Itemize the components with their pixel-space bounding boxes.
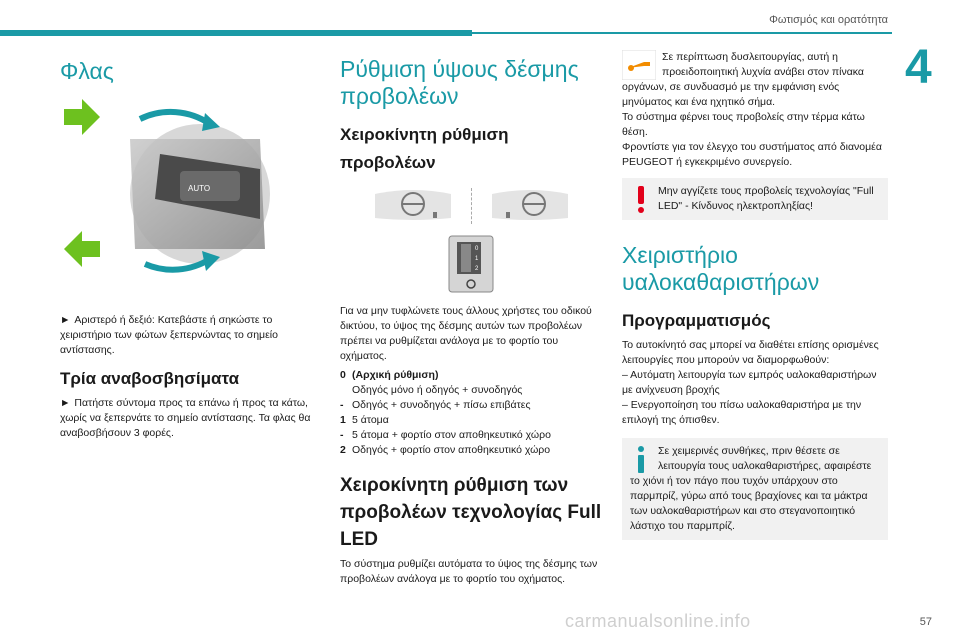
warning-text: Μην αγγίζετε τους προβολείς τεχνολογίας "Full LED" - Κίνδυνος ηλεκτροπληξίας! [658,185,874,212]
list-item [340,398,602,413]
manual-title-line1: Χειροκίνητη ρύθμιση [340,125,509,144]
list-key: 0 [340,369,346,381]
header-accent-bar [0,30,472,36]
list-item [340,428,602,443]
list-item [340,443,602,458]
column-flash [60,50,320,441]
arrow-down-left-icon [60,223,104,267]
programming-title: Προγραμματισμός [622,311,771,330]
programming-item-2: – Ενεργοποίηση του πίσω υαλοκαθαριστήρα με την επιλογή της όπισθεν. [622,399,862,426]
headlamp-level-switch-icon [447,234,495,294]
fault-text-3: Φροντίστε για τον έλεγχο του συστήματος από διανομέα PEUGEOT ή εγκεκριμένο συνεργείο. [622,141,882,168]
headlamp-title-line1: Ρύθμιση ύψους δέσμης [340,56,579,82]
bullet-icon: ► [60,397,71,409]
three-blinks-text-content: Πατήστε σύντομα προς τα επάνω ή προς τα κάτω, χωρίς να ξεπερνάτε το σημείο αντίστασης. Τα φλας θα αναβοσβήσουν 3 φορές. [60,397,311,439]
headlamp-switch-illustration [340,234,602,294]
programming-text: Το αυτοκίνητό σας μπορεί να διαθέτει επίσης ορισμένες λειτουργίες που μπορούν να διαμορφωθούν: [622,339,879,366]
full-led-title-line3: LED [340,529,378,550]
full-led-title-line2: προβολέων τεχνολογίας Full [340,502,602,523]
headlamp-title-line2: προβολέων [340,83,459,109]
list-item [340,413,602,428]
manual-title-line2: προβολέων [340,153,436,172]
column-wipers [622,50,888,540]
wipers-title-line2: υαλοκαθαριστήρων [622,269,820,295]
list-val: 5 άτομα + φορτίο στον αποθηκευτικό χώρο [352,429,551,441]
chapter-number: 4 [905,41,932,94]
list-key: - [340,429,344,441]
dashboard-location-illustration [340,188,602,224]
bullet-icon: ► [60,314,71,326]
header-accent-line [472,32,892,34]
chapter-title: Φωτισμός και ορατότητα [769,14,888,26]
fault-text: Σε περίπτωση δυσλειτουργίας, αυτή η προειδοποιητική λυχνία ανάβει στον πίνακα οργάνων, σε συνδυασμό με την εμφάνιση ενός μηνύματος και ένα ηχητικό σήμα. [622,51,864,108]
list-val: Οδηγός μόνο ή οδηγός + συνοδηγός [352,384,523,396]
switch-label-0: 0 [475,246,479,252]
warning-box [622,178,888,220]
full-led-text: Το σύστημα ρυθμίζει αυτόματα το ύψος της δέσμης των προβολέων ανάλογα με το φορτίο του οχήματος. [340,558,598,585]
list-val: (Αρχική ρύθμιση) [352,369,439,381]
svg-text:AUTO: AUTO [188,184,211,193]
page-number: 57 [919,616,932,628]
info-box [622,438,888,540]
watermark: carmanualsonline.info [565,611,751,631]
three-blinks-title: Τρία αναβοσβησίματα [60,369,240,388]
divider-line [471,188,472,224]
list-item [340,368,602,383]
list-key: 1 [340,414,346,426]
arrow-up-right-icon [60,99,104,143]
column-headlamp-adjust [340,50,602,587]
list-val: Οδηγός + συνοδηγός + πίσω επιβάτες [352,399,531,411]
fault-text-2: Το σύστημα φέρνει τους προβολείς στην τέρμα κάτω θέση. [622,111,865,138]
list-item [340,383,602,398]
dashboard-right-icon [490,188,570,224]
wipers-title-line1: Χειριστήριο [622,242,738,268]
exclamation-warning-icon [630,184,652,214]
flash-title: Φλας [60,58,114,84]
fault-section [622,50,888,110]
list-key: 2 [340,444,346,456]
three-blinks-text [60,396,320,441]
flash-text-content: Αριστερό ή δεξιό: Κατεβάστε ή σηκώστε το χειριστήριο των φώτων ξεπερνώντας το σημείο αντίστασης. [60,314,278,356]
list-val: Οδηγός + φορτίο στον αποθηκευτικό χώρο [352,444,551,456]
flash-text [60,313,320,358]
headlamp-intro: Για να μην τυφλώνετε τους άλλους χρήστες του οδικού δικτύου, το ύψος της δέσμης αυτών των προβολέων πρέπει να ρυθμίζεται ανάλογα με το φορτίο του οχήματος. [340,305,592,362]
info-text: Σε χειμερινές συνθήκες, πριν θέσετε σε λειτουργία τους υαλοκαθαριστήρες, αφαιρέστε το χιόνι ή τον πάγο που τυχόν υπάρχουν στο παρμπρίζ, γύρω από τους βραχίονες και τα μάκτρα των υαλοκαθαριστήρων και στο στεγανοποιητικό λάστιχο του παρμπρίζ. [630,445,872,532]
info-icon [630,444,652,474]
switch-label-1: 1 [475,256,479,262]
dashboard-left-icon [373,188,453,224]
stalk-illustration [60,99,280,279]
load-list [340,368,602,458]
full-led-title-line1: Χειροκίνητη ρύθμιση των [340,475,569,496]
list-key: - [340,399,344,411]
fault-warning-lamp-icon [622,50,656,80]
list-val: 5 άτομα [352,414,389,426]
list-key [340,383,352,398]
switch-label-2: 2 [475,266,479,272]
programming-item-1: – Αυτόματη λειτουργία των εμπρός υαλοκαθαριστήρων με ανίχνευση βροχής [622,369,877,396]
